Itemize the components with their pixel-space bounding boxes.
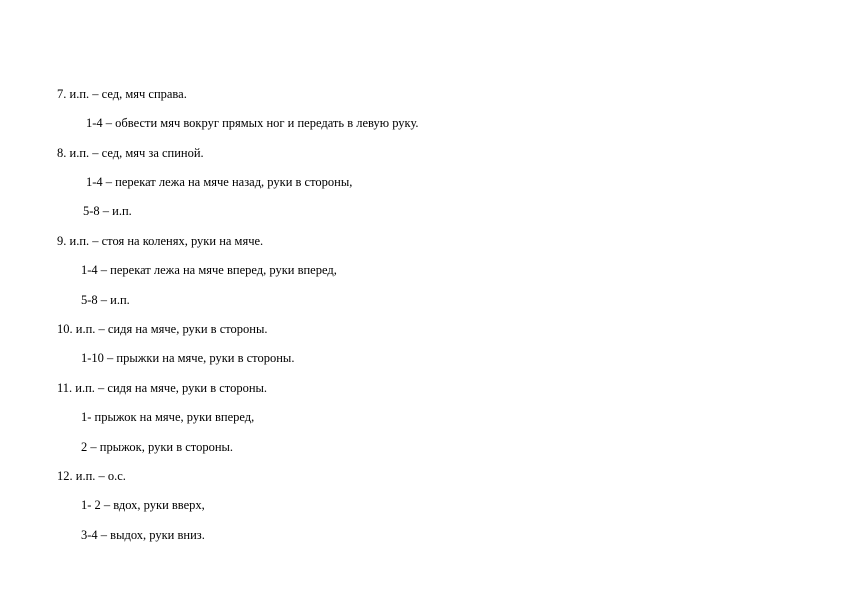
exercise-11-step-2: 2 – прыжок, руки в стороны. bbox=[81, 440, 234, 454]
exercise-10-step-1-10: 1-10 – прыжки на мяче, руки в стороны. bbox=[81, 351, 295, 365]
exercise-8-start-position: 8. и.п. – сед, мяч за спиной. bbox=[57, 146, 204, 160]
exercise-9-start-position: 9. и.п. – стоя на коленях, руки на мяче. bbox=[57, 234, 264, 248]
exercise-9-step-1-4: 1-4 – перекат лежа на мяче вперед, руки вперед, bbox=[81, 263, 337, 277]
exercise-7-start-position: 7. и.п. – сед, мяч справа. bbox=[57, 87, 187, 101]
exercise-12-start-position: 12. и.п. – о.с. bbox=[57, 469, 126, 483]
exercise-10-start-position: 10. и.п. – сидя на мяче, руки в стороны. bbox=[57, 322, 268, 336]
exercise-9-step-5-8: 5-8 – и.п. bbox=[81, 293, 130, 307]
exercise-11-step-1: 1- прыжок на мяче, руки вперед, bbox=[81, 410, 255, 424]
exercise-12-step-3-4: 3-4 – выдох, руки вниз. bbox=[81, 528, 205, 542]
exercise-7-step-1-4: 1-4 – обвести мяч вокруг прямых ног и передать в левую руку. bbox=[86, 116, 419, 130]
exercise-11-start-position: 11. и.п. – сидя на мяче, руки в стороны. bbox=[57, 381, 268, 395]
exercise-12-step-1-2: 1- 2 – вдох, руки вверх, bbox=[81, 498, 205, 512]
exercise-8-step-1-4: 1-4 – перекат лежа на мяче назад, руки в стороны, bbox=[86, 175, 353, 189]
exercise-8-step-5-8: 5-8 – и.п. bbox=[83, 204, 132, 218]
